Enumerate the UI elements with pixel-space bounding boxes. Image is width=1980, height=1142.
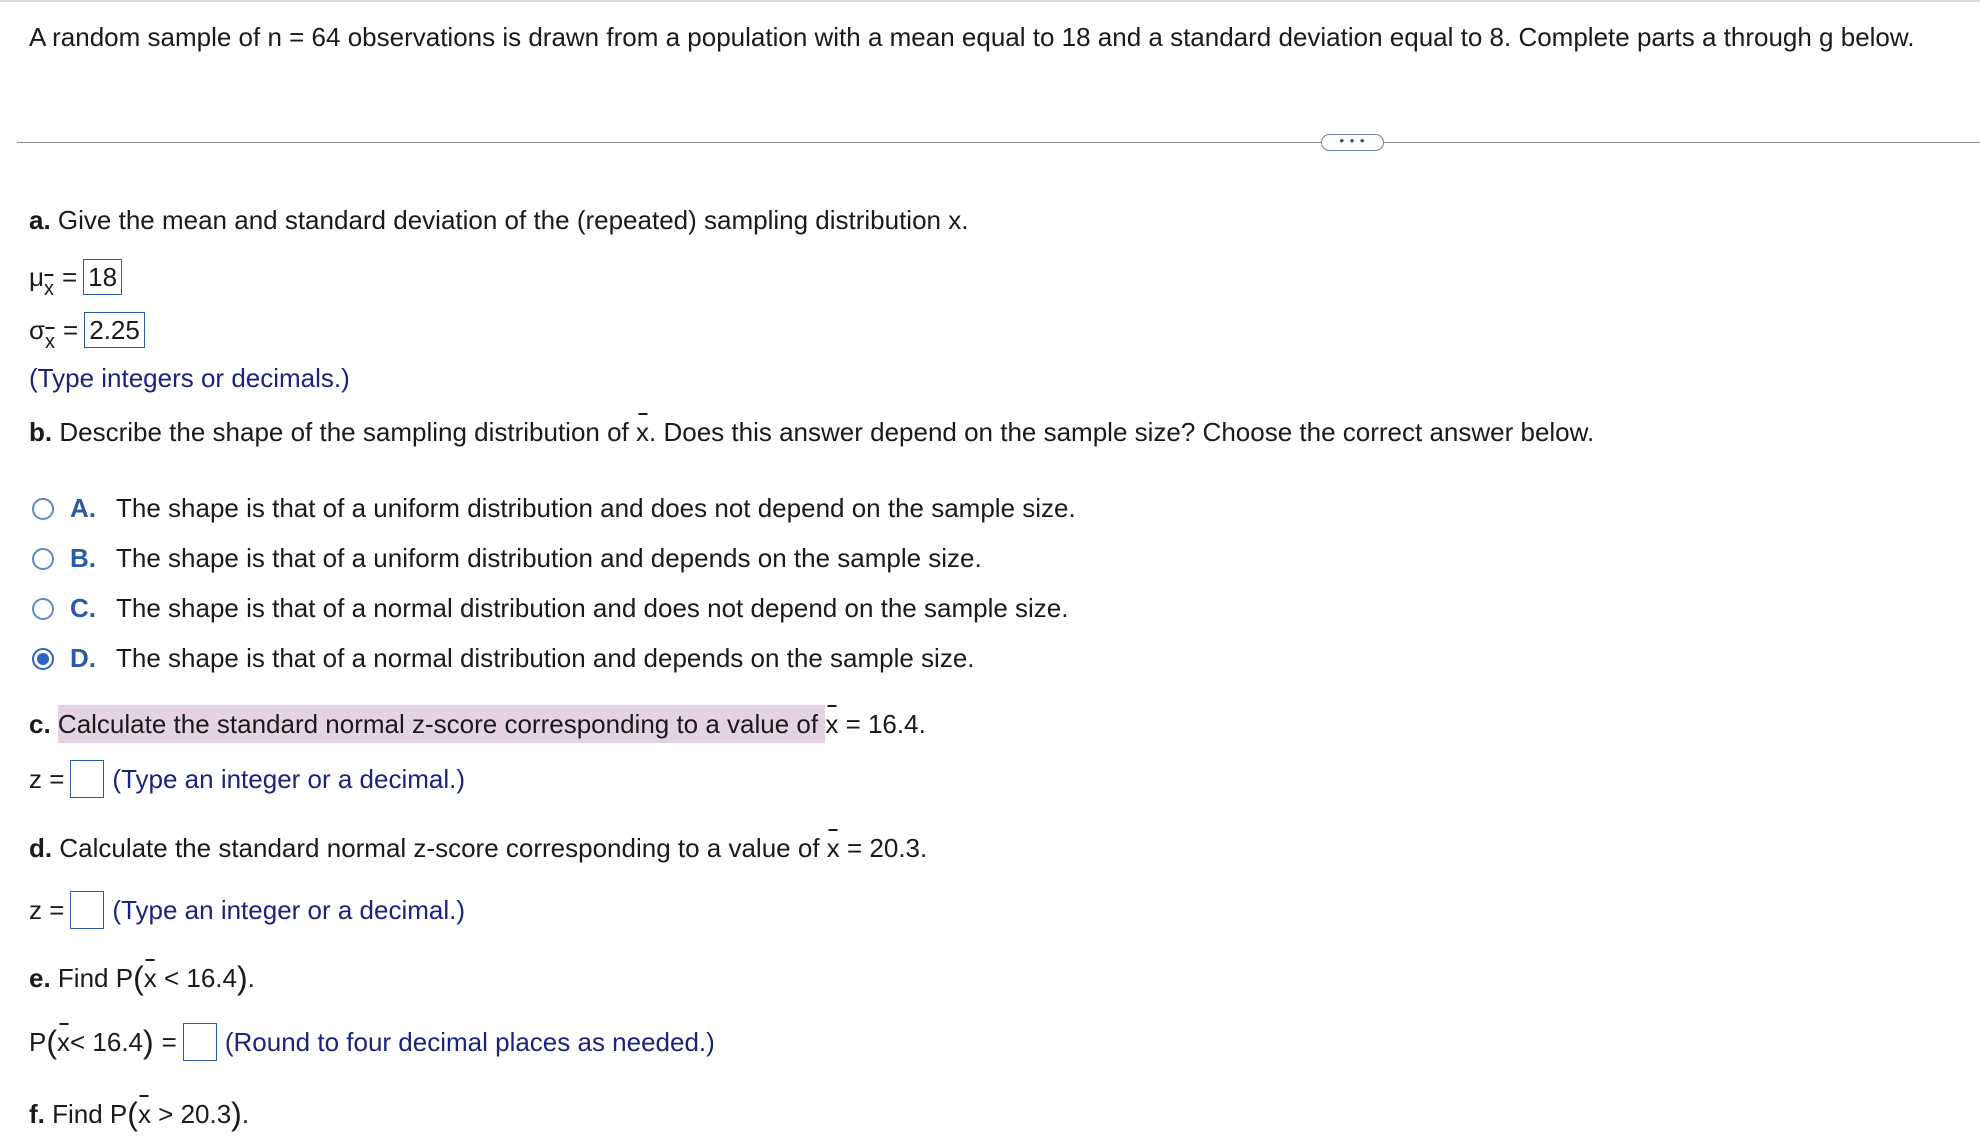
- z-score-d-input[interactable]: [70, 891, 104, 929]
- part-d-hint: (Type an integer or a decimal.): [112, 894, 466, 925]
- part-f-question: f. Find P(x > 20.3).: [29, 1096, 250, 1132]
- radio-option-b[interactable]: [32, 548, 54, 570]
- option-a-text: The shape is that of a uniform distribution and does not depend on the sample size.: [116, 493, 1076, 523]
- part-d-answer-row: [29, 891, 465, 929]
- sd-row: [29, 312, 145, 353]
- radio-option-c[interactable]: [32, 598, 54, 620]
- probability-e-input[interactable]: [183, 1023, 217, 1061]
- xbar-symbol: x: [826, 833, 840, 863]
- option-b[interactable]: [32, 543, 982, 574]
- radio-option-d[interactable]: [32, 648, 54, 670]
- part-c-answer-row: [29, 760, 465, 798]
- part-c-hint: (Type an integer or a decimal.): [112, 763, 466, 794]
- option-a-letter: A.: [70, 493, 96, 523]
- part-b-label: b.: [29, 417, 53, 447]
- mu-symbol: μx: [29, 261, 54, 300]
- option-d[interactable]: [32, 643, 975, 674]
- part-a-hint: (Type integers or decimals.): [29, 363, 350, 393]
- mean-row: [29, 259, 122, 300]
- option-c-text: The shape is that of a normal distribution and does not depend on the sample size.: [116, 593, 1069, 623]
- xbar-symbol: x: [825, 709, 839, 739]
- option-d-text: The shape is that of a normal distribution and depends on the sample size.: [116, 643, 975, 673]
- part-c-label: c.: [29, 709, 51, 739]
- section-divider: [17, 142, 1980, 143]
- sd-answer-box[interactable]: 2.25: [84, 312, 145, 348]
- z-score-c-input[interactable]: [70, 760, 104, 798]
- part-d-label: d.: [29, 833, 53, 863]
- xbar-symbol: x: [143, 963, 157, 993]
- part-c-question: c. Calculate the standard normal z-score corresponding to a value of x = 16.4.: [29, 709, 926, 740]
- xbar-symbol: x: [636, 417, 650, 447]
- more-options-button[interactable]: • • •: [1321, 134, 1384, 151]
- option-c[interactable]: [32, 593, 1069, 624]
- part-e-answer-row: P ( x < 16.4 ) = (Round to four decimal places as needed.): [29, 1023, 715, 1060]
- z-label: z =: [29, 894, 65, 925]
- part-b-question: b. Describe the shape of the sampling distribution of x. Does this answer depend on the sample size? Choose the correct answer below.: [29, 417, 1595, 447]
- part-e-hint: (Round to four decimal places as needed.): [224, 1026, 715, 1057]
- mean-answer-box[interactable]: 18: [83, 259, 122, 295]
- option-a[interactable]: [32, 493, 1076, 524]
- part-a-question: [29, 205, 968, 236]
- part-e-label: e.: [29, 963, 51, 993]
- part-a-text: Give the mean and standard deviation of the (repeated) sampling distribution x.: [57, 205, 969, 235]
- xbar-symbol: x: [137, 1099, 151, 1129]
- mean-equals: =: [61, 261, 78, 292]
- sigma-symbol: σx: [29, 314, 56, 353]
- part-e-question: e. Find P(x < 16.4).: [29, 960, 255, 996]
- part-a-label: a.: [29, 205, 51, 235]
- part-c-highlighted-text: Calculate the standard normal z-score corresponding to a value of: [58, 705, 825, 743]
- option-b-letter: B.: [70, 543, 96, 573]
- z-label: z =: [29, 763, 65, 794]
- option-c-letter: C.: [70, 593, 96, 623]
- top-border: [0, 0, 1980, 2]
- problem-statement: A random sample of n = 64 observations is drawn from a population with a mean equal to 18 and a standard deviation equal to 8. Complete parts a through g below.: [29, 22, 1915, 52]
- part-f-label: f.: [29, 1099, 45, 1129]
- part-d-question: d. Calculate the standard normal z-score corresponding to a value of x = 20.3.: [29, 833, 928, 863]
- sd-equals: =: [63, 314, 79, 345]
- radio-option-a[interactable]: [32, 498, 54, 520]
- option-d-letter: D.: [70, 643, 96, 673]
- xbar-symbol: x: [57, 1026, 70, 1057]
- option-b-text: The shape is that of a uniform distribution and depends on the sample size.: [116, 543, 982, 573]
